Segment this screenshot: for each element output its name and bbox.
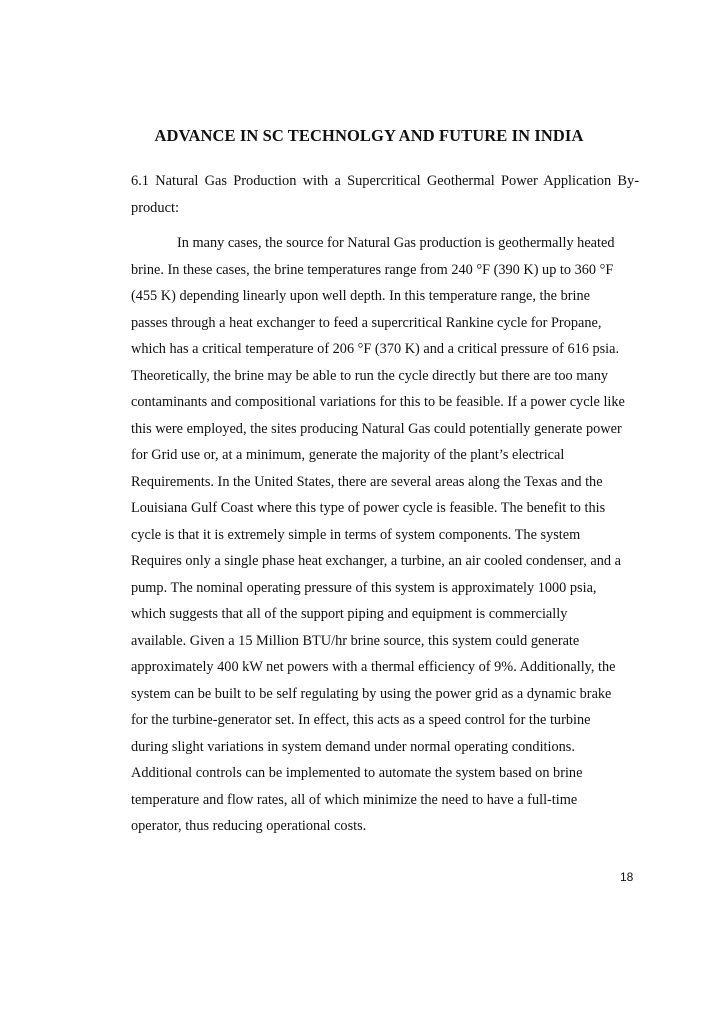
paragraph-line: cycle is that it is extremely simple in terms of system components. The system [131, 526, 581, 543]
paragraph-line: for Grid use or, at a minimum, generate the majority of the plant’s electrical [131, 447, 565, 463]
paragraph-line: temperature and flow rates, all of which minimize the need to have a full-time [131, 791, 578, 808]
paragraph-line: during slight variations in system demand under normal operating conditions. [131, 738, 575, 755]
paragraph-line: available. Given a 15 Million BTU/hr brine source, this system could generate [131, 632, 580, 649]
section-heading: 6.1 Natural Gas Production with a Supercritical Geothermal Power Application By-product: [131, 173, 639, 216]
paragraph-line: Requires only a single phase heat exchanger, a turbine, an air cooled condenser, and a [131, 553, 621, 569]
paragraph-line: Louisiana Gulf Coast where this type of power cycle is feasible. The benefit to this [131, 500, 606, 516]
paragraph-line: this were employed, the sites producing Natural Gas could potentially generate power [131, 420, 622, 437]
paragraph-line: (455 K) depending linearly upon well depth. In this temperature range, the brine [131, 288, 590, 304]
paragraph-line: passes through a heat exchanger to feed a supercritical Rankine cycle for Propane, [131, 314, 602, 331]
paragraph-line: for the turbine-generator set. In effect, this acts as a speed control for the turbine [131, 712, 591, 728]
paragraph-line: Requirements. In the United States, there are several areas along the Texas and the [131, 473, 603, 490]
paragraph-line: operator, thus reducing operational costs. [131, 818, 367, 834]
paragraph-line: which suggests that all of the support piping and equipment is commercially [131, 606, 568, 622]
paragraph-line: pump. The nominal operating pressure of this system is approximately 1000 psia, [131, 579, 597, 596]
page-number: 18 [620, 870, 634, 884]
paragraph-line: In many cases, the source for Natural Gas production is geothermally heated [177, 235, 615, 251]
paragraph-line: brine. In these cases, the brine temperatures range from 240 °F (390 K) up to 360 °F [131, 261, 614, 278]
paragraph-line: contaminants and compositional variations for this to be feasible. If a power cycle like [131, 394, 625, 410]
paragraph-line: which has a critical temperature of 206 °F (370 K) and a critical pressure of 616 psia. [131, 341, 620, 357]
body-paragraph [131, 230, 651, 840]
page-title: ADVANCE IN SC TECHNOLGY AND FUTURE IN INDIA [154, 126, 584, 145]
paragraph-line: Theoretically, the brine may be able to run the cycle directly but there are too many [131, 367, 609, 384]
paragraph-line: Additional controls can be implemented to automate the system based on brine [131, 765, 583, 781]
paragraph-line: system can be built to be self regulating by using the power grid as a dynamic brake [131, 685, 612, 702]
paragraph-line: approximately 400 kW net powers with a thermal efficiency of 9%. Additionally, the [131, 659, 616, 675]
